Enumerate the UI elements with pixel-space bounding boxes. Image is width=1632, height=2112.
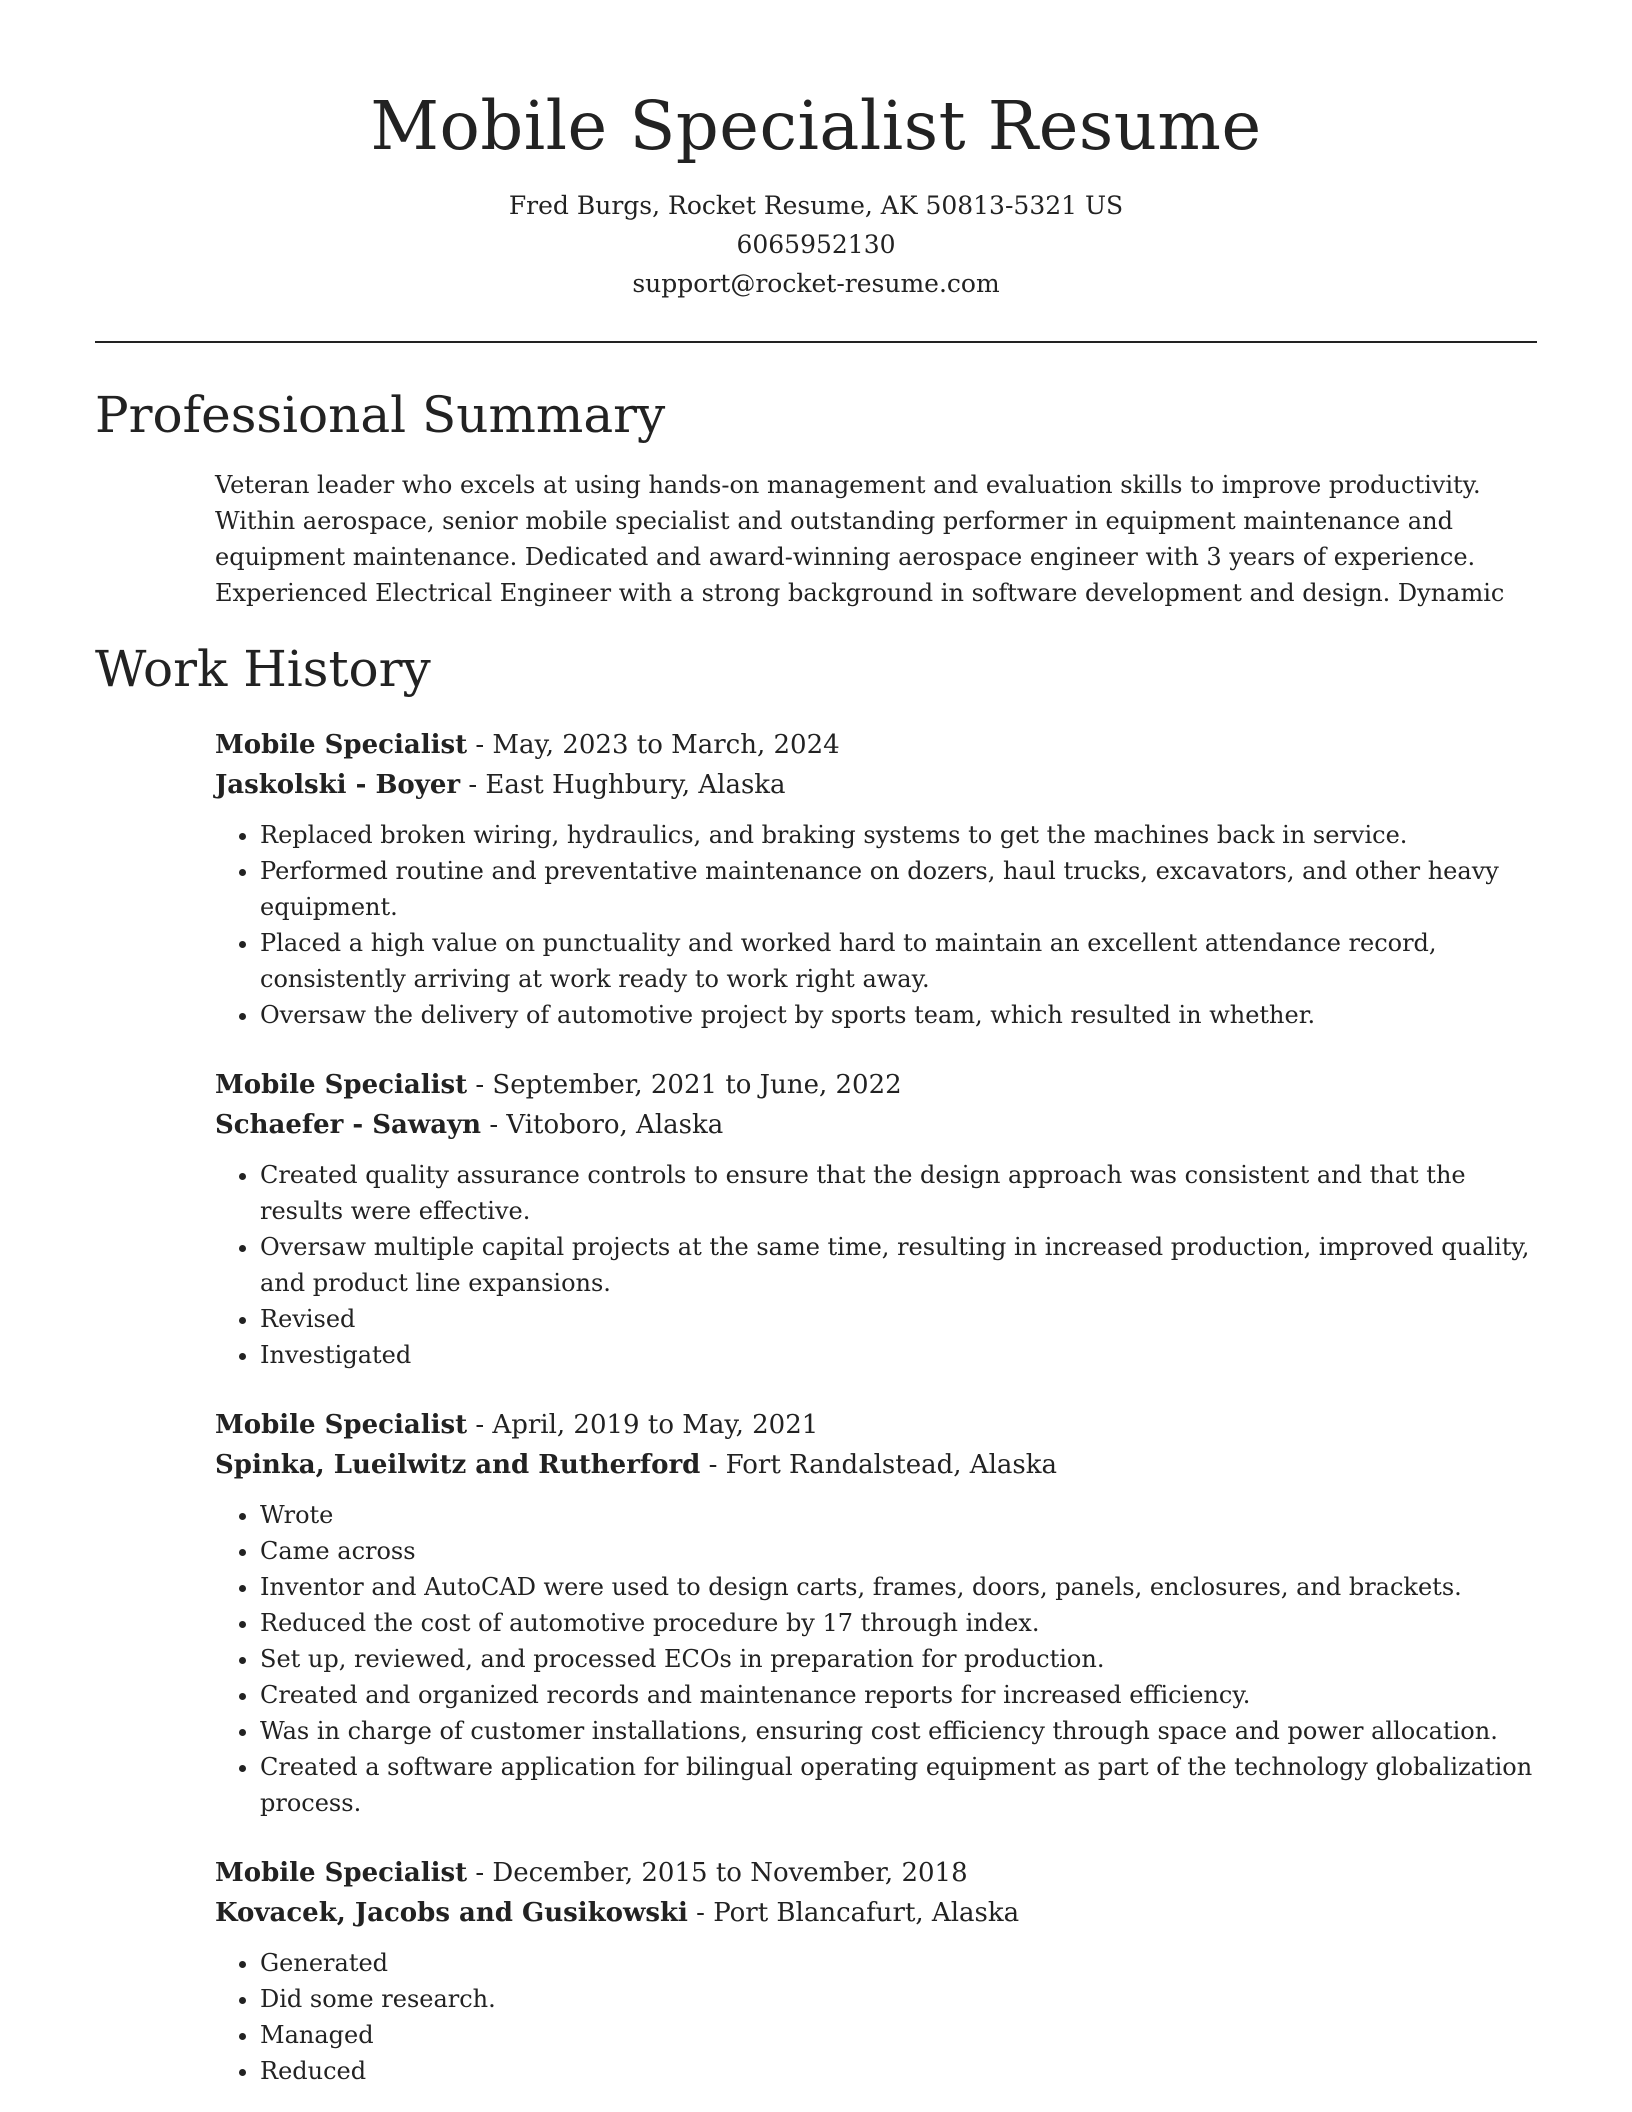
job-bullet: • Replaced broken wiring, hydraulics, and braking systems to get the machines back in service.: [260, 817, 1537, 853]
job-title-line: [215, 1405, 1537, 1445]
job-bullet: • Did some research.: [260, 1981, 1537, 2017]
job-title: Mobile Specialist: [215, 1858, 468, 1888]
job-bullet: • Oversaw the delivery of automotive project by sports team, which resulted in whether.: [260, 997, 1537, 1033]
job-entry: [215, 725, 1537, 1033]
job-bullet: • Inventor and AutoCAD were used to design carts, frames, doors, panels, enclosures, and brackets.: [260, 1569, 1537, 1605]
job-bullet: • Investigated: [260, 1337, 1537, 1373]
job-bullet: • Reduced the cost of automotive procedure by 17 through index.: [260, 1605, 1537, 1641]
job-bullet: • Set up, reviewed, and processed ECOs in preparation for production.: [260, 1641, 1537, 1677]
job-company-line: [215, 1445, 1537, 1485]
job-bullet: • Created a software application for bilingual operating equipment as part of the technology globalization process.: [260, 1749, 1537, 1821]
summary-line: Experienced Electrical Engineer with a strong background in software development and design. Dynamic: [215, 579, 1505, 607]
summary-line: equipment maintenance. Dedicated and award-winning aerospace engineer with 3 years of experience.: [215, 543, 1476, 571]
job-bullet: • Wrote: [260, 1497, 1537, 1533]
job-dates: - April, 2019 to May, 2021: [467, 1410, 819, 1440]
contact-block: [95, 186, 1537, 303]
job-company: Spinka, Lueilwitz and Rutherford: [215, 1450, 701, 1480]
summary-line: Within aerospace, senior mobile specialist and outstanding performer in equipment maintenance and: [215, 507, 1453, 535]
job-location: - Fort Randalstead, Alaska: [700, 1450, 1057, 1480]
job-entry: [215, 1065, 1537, 1373]
job-bullet: • Oversaw multiple capital projects at the same time, resulting in increased production, improved quality, and product line expansions.: [260, 1229, 1537, 1301]
job-title: Mobile Specialist: [215, 1070, 468, 1100]
job-bullet: • Created quality assurance controls to ensure that the design approach was consistent and that the results were effective.: [260, 1157, 1537, 1229]
job-company-line: [215, 1893, 1537, 1933]
job-title: Mobile Specialist: [215, 730, 468, 760]
job-location: - Port Blancafurt, Alaska: [687, 1898, 1020, 1928]
summary-heading: Professional Summary: [95, 386, 666, 444]
job-company: Kovacek, Jacobs and Gusikowski: [215, 1898, 688, 1928]
job-bullets: [215, 1497, 1537, 1821]
job-company-line: [215, 765, 1537, 805]
job-dates: - December, 2015 to November, 2018: [467, 1858, 968, 1888]
job-bullets: [215, 1157, 1537, 1373]
job-title-line: [215, 1065, 1537, 1105]
job-bullet: • Performed routine and preventative maintenance on dozers, haul trucks, excavators, and other heavy equipment.: [260, 853, 1537, 925]
job-entry: [215, 1405, 1537, 1821]
header-divider: [95, 341, 1537, 343]
job-location: - Vitoboro, Alaska: [481, 1110, 724, 1140]
job-company-line: [215, 1105, 1537, 1145]
job-title-line: [215, 725, 1537, 765]
job-dates: - May, 2023 to March, 2024: [467, 730, 840, 760]
job-bullet: • Came across: [260, 1533, 1537, 1569]
resume-title: Mobile Specialist Resume: [370, 87, 1262, 165]
contact-phone: 6065952130: [736, 230, 896, 259]
job-bullet: • Was in charge of customer installations, ensuring cost efficiency through space and power allocation.: [260, 1713, 1537, 1749]
job-company: Jaskolski - Boyer: [215, 770, 461, 800]
work-history-heading: Work History: [95, 640, 431, 698]
job-bullets: [215, 817, 1537, 1033]
job-company: Schaefer - Sawayn: [215, 1110, 482, 1140]
summary-paragraph: [215, 467, 1537, 611]
job-bullet: • Generated: [260, 1945, 1537, 1981]
job-location: - East Hughbury, Alaska: [460, 770, 786, 800]
summary-line: Veteran leader who excels at using hands-on management and evaluation skills to improve productivity.: [215, 471, 1481, 499]
contact-address: Fred Burgs, Rocket Resume, AK 50813-5321 US: [508, 191, 1124, 220]
job-dates: - September, 2021 to June, 2022: [467, 1070, 902, 1100]
contact-email: support@rocket-resume.com: [632, 269, 1000, 298]
job-title: Mobile Specialist: [215, 1410, 468, 1440]
job-bullet: • Managed: [260, 2017, 1537, 2053]
job-entry: [215, 1853, 1537, 2089]
job-bullets: [215, 1945, 1537, 2089]
job-bullet: • Revised: [260, 1301, 1537, 1337]
job-title-line: [215, 1853, 1537, 1893]
job-bullet: • Created and organized records and maintenance reports for increased efficiency.: [260, 1677, 1537, 1713]
job-bullet: • Reduced: [260, 2053, 1537, 2089]
job-bullet: • Placed a high value on punctuality and worked hard to maintain an excellent attendance record, consistently arriving at work ready to work right away.: [260, 925, 1537, 997]
